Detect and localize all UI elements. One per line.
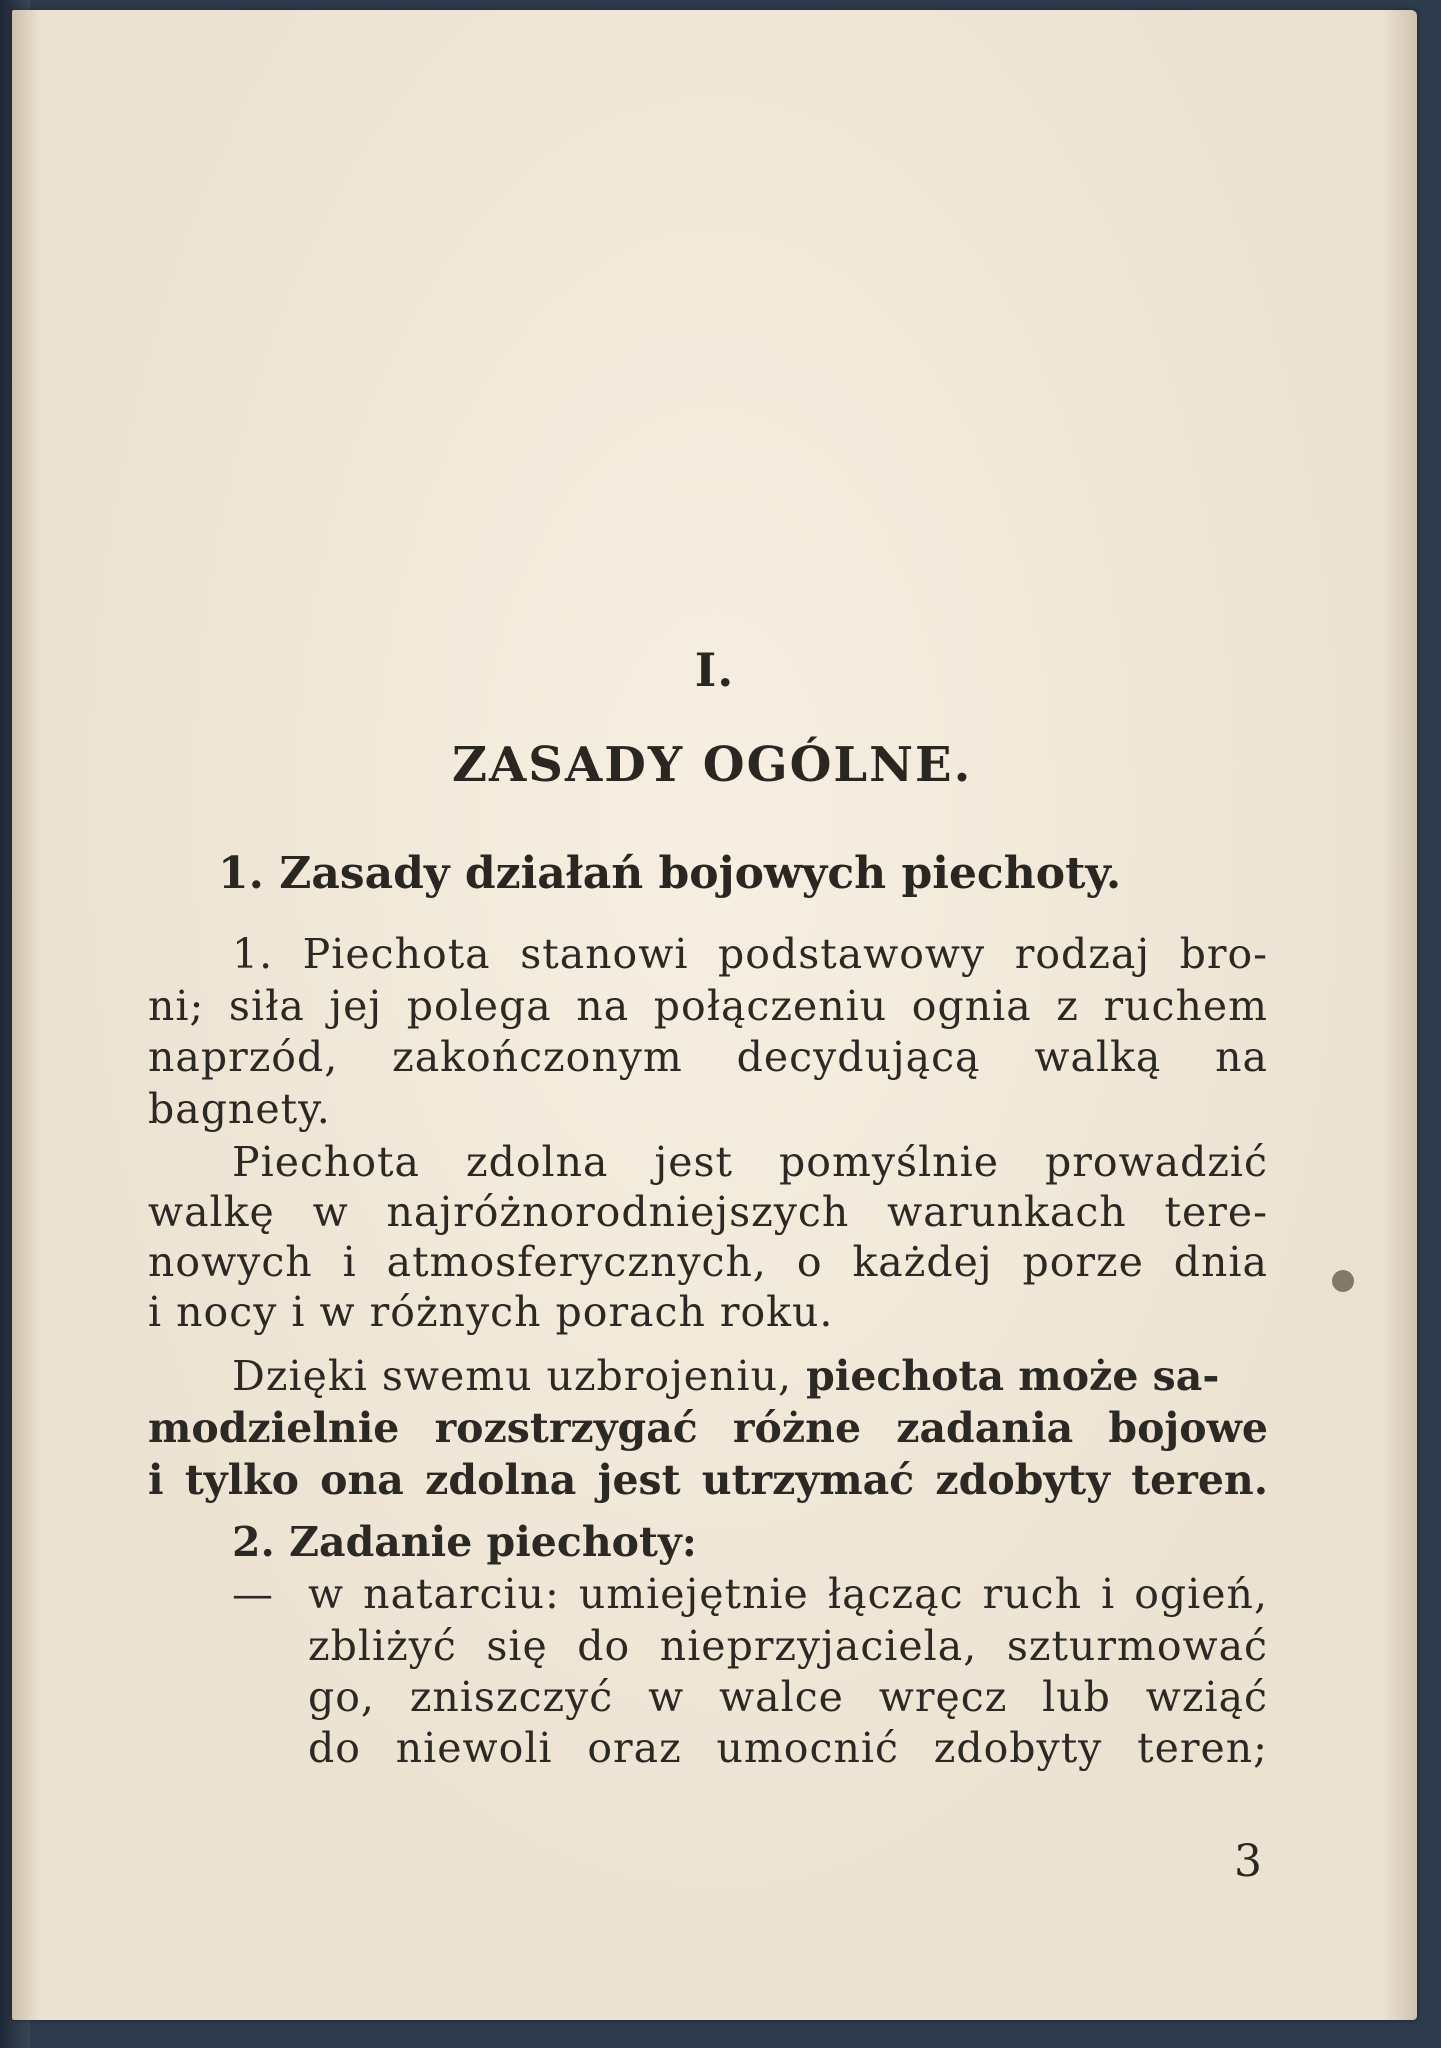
point-2-line: go, zniszczyć w walce wręcz lub wziąć (308, 1673, 1268, 1721)
paragraph-3-normal-text: Dzięki swemu uzbrojeniu, (232, 1352, 793, 1400)
paragraph-2-line: Piechota zdolna jest pomyślnie prowadzić (232, 1138, 1268, 1186)
paragraph-1-line: bagnety. (148, 1085, 331, 1133)
paragraph-3-bold-text: piechota może sa- (806, 1352, 1220, 1400)
point-2-heading: 2. Zadanie piechoty: (232, 1518, 697, 1566)
section-heading: 1. Zasady działań bojowych piechoty. (218, 848, 1122, 899)
paragraph-3-line: i tylko ona zdolna jest utrzymać zdobyty teren. (148, 1456, 1268, 1504)
chapter-number: I. (694, 643, 735, 697)
paragraph-1-line: 1. Piechota stanowi podstawowy rodzaj bro- (232, 930, 1268, 978)
book-page (12, 10, 1417, 2020)
chapter-title: ZASADY OGÓLNE. (452, 737, 973, 793)
paragraph-3-line: modzielnie rozstrzygać różne zadania bojowe (148, 1404, 1268, 1452)
ink-stain (1332, 1270, 1354, 1292)
point-2-line: zbliżyć się do nieprzyjaciela, szturmować (308, 1622, 1268, 1670)
paragraph-2-line: i nocy i w różnych porach roku. (148, 1288, 834, 1336)
page-number: 3 (1234, 1836, 1262, 1887)
paragraph-3-line (232, 1352, 1268, 1400)
paragraph-1-line: naprzód, zakończonym decydującą walką na (148, 1033, 1268, 1081)
paragraph-1-line: ni; siła jej polega na połączeniu ognia z ruchem (148, 982, 1268, 1030)
paragraph-2-line: walkę w najróżnorodniejszych warunkach tere- (148, 1188, 1268, 1236)
point-2-dash: — (232, 1570, 274, 1618)
point-2-line: do niewoli oraz umocnić zdobyty teren; (308, 1724, 1268, 1772)
paragraph-2-line: nowych i atmosferycznych, o każdej porze dnia (148, 1238, 1268, 1286)
point-2-line: w natarciu: umiejętnie łącząc ruch i ogień, (308, 1570, 1268, 1618)
